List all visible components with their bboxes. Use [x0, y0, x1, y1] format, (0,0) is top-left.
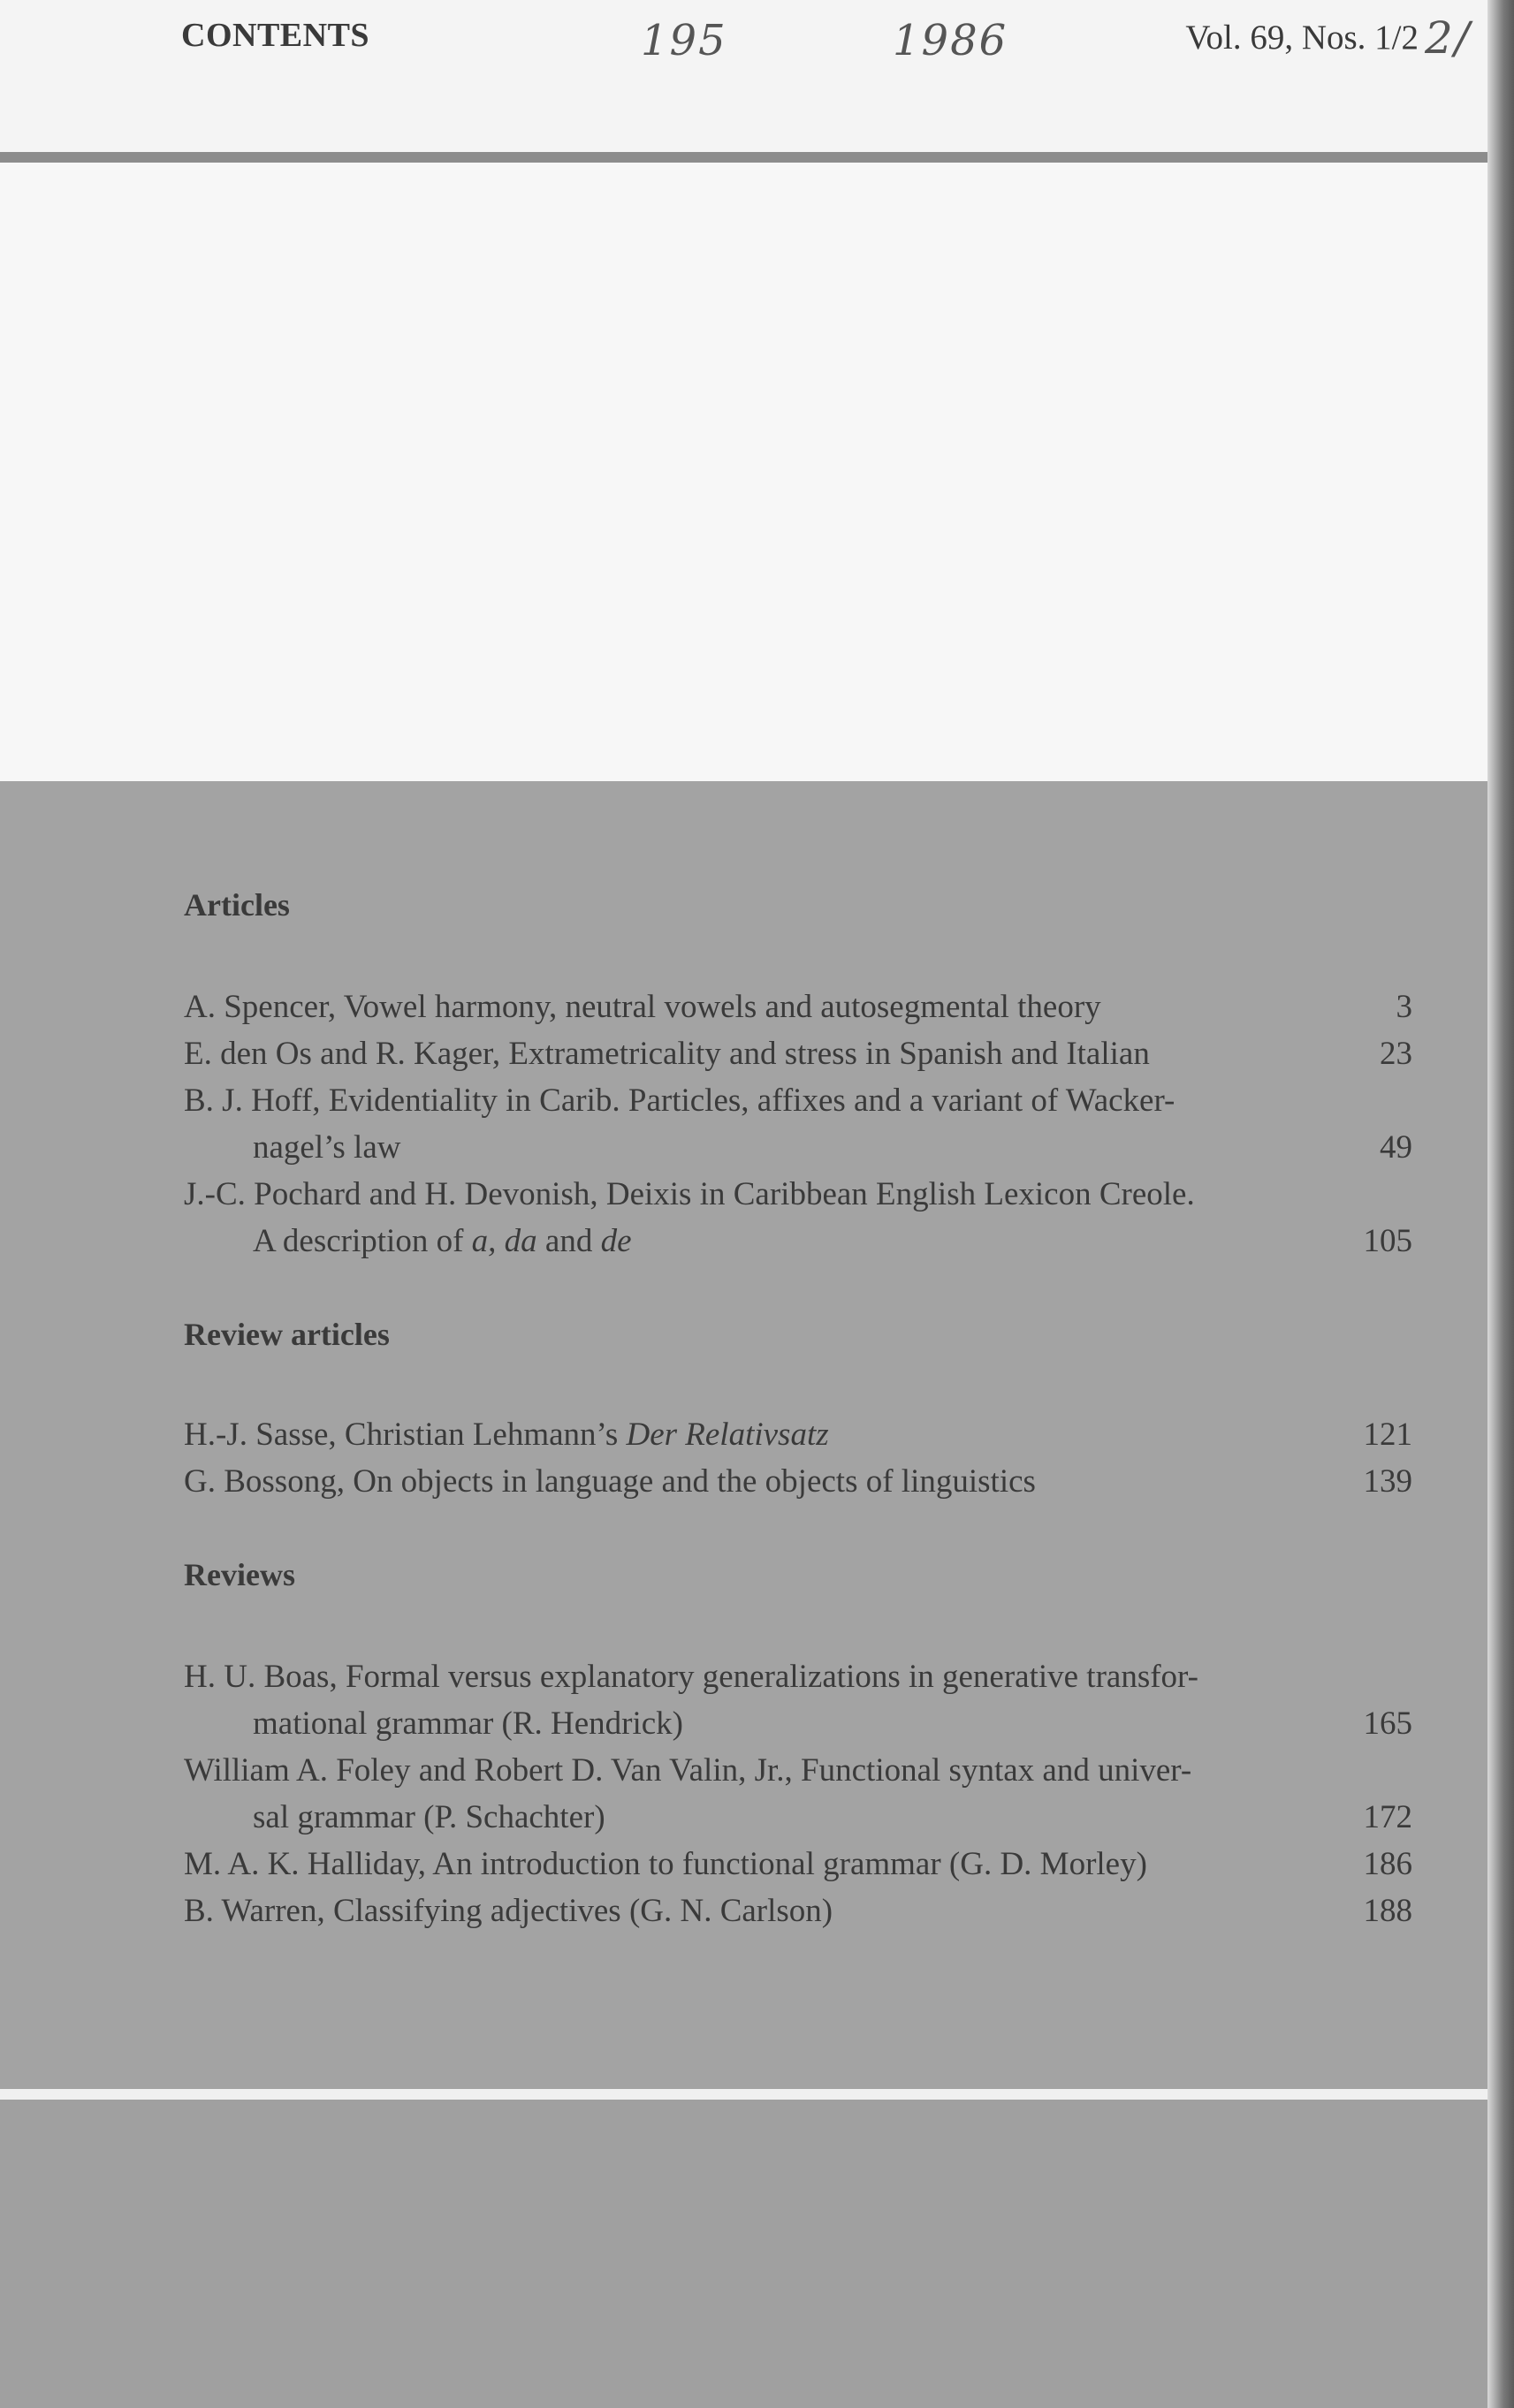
binding-edge: [1487, 0, 1514, 2408]
toc-entry: [184, 1171, 1412, 1265]
blank-area: [0, 163, 1494, 781]
toc-entry: [184, 1030, 1412, 1077]
top-rule: [0, 152, 1494, 163]
toc-entry: [184, 1747, 1412, 1841]
page-number: 121: [1363, 1417, 1412, 1453]
entry-title: J.-C. Pochard and H. Devonish, Deixis in Caribbean English Lexicon Creole. A description of a, da and de: [184, 1176, 1195, 1259]
toc-entry: [184, 984, 1412, 1030]
entry-title: B. Warren, Classifying adjectives (G. N. Carlson): [184, 1893, 833, 1929]
entry-title: William A. Foley and Robert D. Van Valin, Jr., Functional syntax and univer- sal grammar (P. Schachter): [184, 1752, 1192, 1835]
page-number: 188: [1363, 1893, 1412, 1929]
section-review-articles: [184, 1316, 1412, 1505]
section-heading: Reviews: [184, 1557, 295, 1592]
toc-entry: [184, 1653, 1412, 1747]
entry-title: A. Spencer, Vowel harmony, neutral vowels and autosegmental theory: [184, 989, 1101, 1025]
page-number: 186: [1363, 1846, 1412, 1882]
bottom-area: [0, 2100, 1494, 2408]
section-reviews: [184, 1556, 1412, 1934]
page-number: 3: [1396, 989, 1412, 1025]
toc-entry: [184, 1411, 1412, 1458]
page-number: 165: [1363, 1705, 1412, 1742]
entry-title: H. U. Boas, Formal versus explanatory generalizations in generative transfor- mational grammar (R. Hendrick): [184, 1659, 1198, 1742]
section-heading: Review articles: [184, 1317, 390, 1352]
page-number: 23: [1380, 1036, 1412, 1072]
entry-title: E. den Os and R. Kager, Extrametricality and stress in Spanish and Italian: [184, 1036, 1150, 1072]
header: [0, 0, 1494, 159]
page-number: 105: [1363, 1223, 1412, 1259]
toc-entry: [184, 1458, 1412, 1505]
page-number: 172: [1363, 1799, 1412, 1835]
entry-title: G. Bossong, On objects in language and the objects of linguistics: [184, 1463, 1036, 1500]
toc-entry: [184, 1888, 1412, 1934]
contents-heading: CONTENTS: [181, 17, 370, 54]
section-articles: [184, 886, 1412, 1265]
handwritten-note: 1986: [893, 16, 1008, 65]
page-number: 139: [1363, 1463, 1412, 1500]
section-heading: Articles: [184, 887, 290, 923]
entry-title: M. A. K. Halliday, An introduction to functional grammar (G. D. Morley): [184, 1846, 1147, 1882]
toc-entry: [184, 1841, 1412, 1888]
entry-title: B. J. Hoff, Evidentiality in Carib. Particles, affixes and a variant of Wacker- nagel’s law: [184, 1082, 1175, 1166]
page-number: 49: [1380, 1129, 1412, 1166]
handwritten-note: 195: [641, 16, 727, 65]
toc-entry: [184, 1077, 1412, 1171]
volume-number: Vol. 69, Nos. 1/2: [1185, 19, 1419, 57]
bottom-rule: [0, 2089, 1494, 2100]
table-of-contents: [184, 886, 1412, 1986]
entry-title: H.-J. Sasse, Christian Lehmann’s Der Relativsatz: [184, 1417, 829, 1453]
handwritten-note: 2/: [1425, 12, 1472, 64]
